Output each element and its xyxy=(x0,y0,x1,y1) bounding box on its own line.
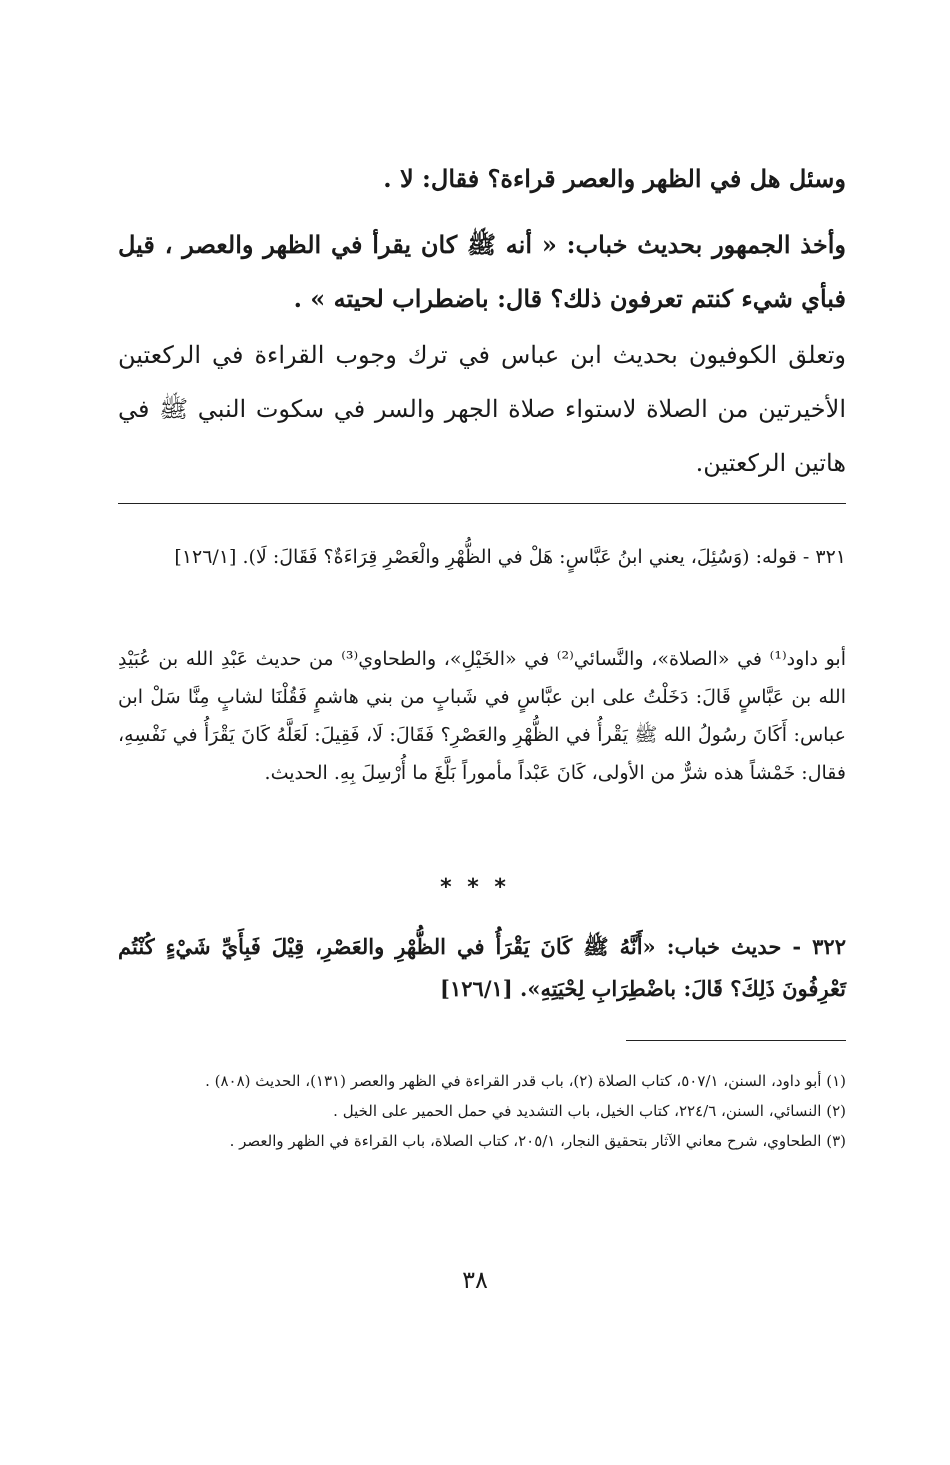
footnote-1: (١) أبو داود، السنن، ٥٠٧/١، كتاب الصلاة (٢)، باب قدر القراءة في الظهر والعصر (١٣١)، الحديث (٨٠٨) . xyxy=(205,1072,846,1090)
main-paragraph-3: وتعلق الكوفيون بحديث ابن عباس في ترك وجوب القراءة في الركعتين الأخيرتين من الصلاة لاستواء صلاة الجهر والسر في سكوت النبي ﷺ في هاتين الركعتين. xyxy=(118,341,846,477)
page-number: ٣٨ xyxy=(462,1266,488,1294)
footnote-2: (٢) النسائي، السنن، ٢٢٤/٦، كتاب الخيل، باب التشديد في حمل الحمير على الخيل . xyxy=(333,1102,846,1120)
commentary-321-text: أبو داود⁽¹⁾ في «الصلاة»، والنَّسائي⁽²⁾ في «الخَيْلِ»، والطحاوي⁽³⁾ من حديث عَبْدِ الله بن عُبَيْدِ الله بن عَبَّاسٍ قَالَ: دَخَلْتُ على ابن عبَّاسٍ في شَبابٍ من بني هاشمٍ فَقُلْنَا لشابٍ مِنَّا سَلْ ابن عباس: أَكَانَ رسُولُ الله ﷺ يَقْرأُ في الظُّهْرِ والعَصْرِ؟ فَقَالَ: لَا، فَقِيلَ: لَعَلَّهُ كَانَ يَقْرَأُ في نَفْسِهِ، فقال: خَمْشاً هذه شرٌّ من الأولى، كَانَ عَبْداً مأموراً بَلَّغَ ما أُرْسِلَ بِهِ. الحديث. xyxy=(118,648,846,784)
footnote-divider xyxy=(626,1040,846,1041)
separator-stars: * * * xyxy=(440,875,510,900)
main-paragraph-2: وأخذ الجمهور بحديث خباب: « أنه ﷺ كان يقرأ في الظهر والعصر ، قيل فبأي شيء كنتم تعرفون ذلك؟ قال: باضطراب لحيته » . xyxy=(118,230,846,313)
commentary-321-heading: ٣٢١ - قوله: (وَسُئِلَ، يعني ابنُ عَبَّاسٍ: هَلْ في الظُّهْرِ والْعَصْرِ قِرَاءَةٌ؟ فَقَالَ: لَا). [١٢٦/١] xyxy=(174,546,846,568)
section-divider xyxy=(118,503,846,504)
footnote-3: (٣) الطحاوي، شرح معاني الآثار بتحقيق النجار، ٢٠٥/١، كتاب الصلاة، باب القراءة في الظهر والعصر . xyxy=(229,1132,846,1150)
commentary-322: ٣٢٢ - حديث خباب: «أَنَّهُ ﷺ كَانَ يَقْرَأُ في الظُّهْرِ والعَصْرِ، قِيْلَ فَبِأَيِّ شَيْءٍ كُنْتُم تَعْرِفُونَ ذَلِكَ؟ قَالَ: باضْطِرَابِ لِحْيَتِهِ». [١٢٦/١] xyxy=(118,934,846,1001)
footnotes xyxy=(118,1066,846,1156)
main-paragraph-1: وسئل هل في الظهر والعصر قراءة؟ فقال: لا . xyxy=(383,164,846,193)
